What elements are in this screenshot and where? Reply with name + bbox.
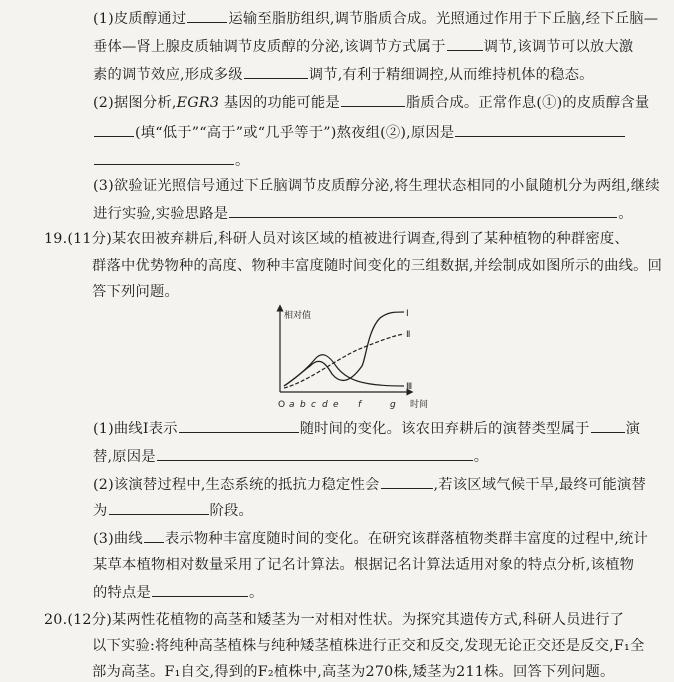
text: 。 [249,585,264,601]
text: ,若该区域气候干旱,最终可能演替 [433,477,646,493]
text: 阶段。 [209,503,253,519]
q20-line-2 [92,636,644,656]
q19-1-line-1 [93,418,640,439]
q18-line-3 [93,64,594,85]
answer-blank[interactable] [447,36,483,51]
text: 基因的功能可能是 [219,95,340,111]
text: 19.(11分)某农田被弃耕后,科研人员对该区域的植被进行调查,得到了某种植物的种群密度、 [44,231,629,247]
q19-3-line-3 [93,582,264,603]
curve-label-III: Ⅲ [406,382,413,392]
text: 调节,该调节可以放大激 [483,39,634,55]
text: (3)欲验证光照信号通过下丘脑调节皮质醇分泌,将生理状态相同的小鼠随机分为两组,继续 [93,178,660,194]
text: (填“低于”“高于”或“几乎等于”)熬夜组(②),原因是 [135,125,455,141]
text: 调节,有利于精细调控,从而维持机体的稳态。 [308,67,594,83]
answer-blank[interactable] [381,474,433,489]
text: 随时间的变化。该农田弃耕后的演替类型属于 [299,421,590,437]
text: 。 [473,449,489,465]
q19-line-1 [44,229,629,249]
answer-blank[interactable] [179,418,299,433]
answer-blank[interactable] [341,92,405,107]
y-axis-label: 相对值 [284,311,312,321]
text: 的特点是 [93,585,151,601]
text: 演 [625,421,641,437]
q18-line-6 [93,150,250,171]
answer-blank[interactable] [455,122,625,137]
q18-line-1 [93,8,658,29]
text: 。 [618,206,633,222]
answer-blank[interactable] [187,8,227,23]
text: 20.(12分)某两性花植物的高茎和矮茎为一对相对性状。为探究其遗传方式,科研人员进行了 [44,612,625,628]
q18-line-7 [93,176,660,196]
q18-line-5 [93,122,626,143]
text: (2)据图分析, [93,95,177,111]
text: 以下实验:将纯种高茎植株与纯种矮茎植株进行正交和反交,发现无论正交还是反交,F₁全 [92,638,645,654]
curve-label-I: Ⅰ [406,309,409,319]
text: (3)曲线 [93,531,143,547]
q19-3-line-2 [93,555,634,575]
text: 答下列问题。 [92,284,179,300]
x-tick-label: O [278,400,286,410]
q18-line-2 [93,36,633,57]
q20-line-1 [44,610,624,630]
gene-name: EGR3 [176,95,220,111]
curve-chart [262,300,442,418]
q19-2-line-2 [93,500,253,521]
answer-blank[interactable] [94,122,134,137]
answer-blank[interactable] [157,446,473,461]
text: 脂质合成。正常作息(①)的皮质醇含量 [405,95,650,111]
x-tick-label: b [300,400,306,410]
x-tick-label: d [322,400,328,410]
x-tick-label: c [311,400,316,410]
text: (1)皮质醇通过 [93,11,187,27]
curve-label-II: Ⅱ [406,330,411,340]
q19-line-3 [92,282,179,302]
q20-line-3 [92,662,615,682]
answer-blank[interactable] [244,64,308,79]
text: 垂体—肾上腺皮质轴调节皮质醇的分泌,该调节方式属于 [93,39,446,55]
q19-1-line-2 [93,446,488,467]
text: 部为高茎。F₁自交,得到的F₂植株中,高茎为270株,矮茎为211株。回答下列问题。 [92,664,615,680]
x-tick-label: g [390,400,396,410]
answer-blank[interactable] [591,418,625,433]
q19-2-line-1 [93,474,646,495]
text: 替,原因是 [93,449,156,465]
x-tick-label: f [358,400,362,410]
answer-blank[interactable] [144,528,164,543]
x-tick-label: a [289,400,295,410]
text: 进行实验,实验思路是 [93,206,229,222]
answer-blank[interactable] [94,150,234,165]
text: 群落中优势物种的高度、物种丰富度随时间变化的三组数据,并绘制成如图所示的曲线。回 [92,258,663,274]
x-tick-labels [278,400,396,410]
q18-line-4 [93,92,649,113]
text: 为 [93,503,108,519]
answer-blank[interactable] [109,500,209,515]
x-axis-label: 时间 [410,400,429,410]
answer-blank[interactable] [229,203,617,218]
text: (1)曲线Ⅰ表示 [93,421,178,437]
text: 运输至脂肪组织,调节脂质合成。光照通过作用于下丘脑,经下丘脑— [228,11,659,27]
q19-3-line-1 [93,528,648,549]
text: 某草本植物相对数量采用了记名计算法。根据记名计算法适用对象的特点分析,该植物 [93,557,635,573]
answer-blank[interactable] [152,582,248,597]
text: 素的调节效应,形成多级 [93,67,243,83]
text: 。 [235,153,250,169]
text: (2)该演替过程中,生态系统的抵抗力稳定性会 [93,477,380,493]
q19-line-2 [92,256,662,276]
q18-line-8 [93,203,633,224]
x-tick-label: e [333,400,339,410]
text: 表示物种丰富度随时间的变化。在研究该群落植物类群丰富度的过程中,统计 [164,531,648,547]
